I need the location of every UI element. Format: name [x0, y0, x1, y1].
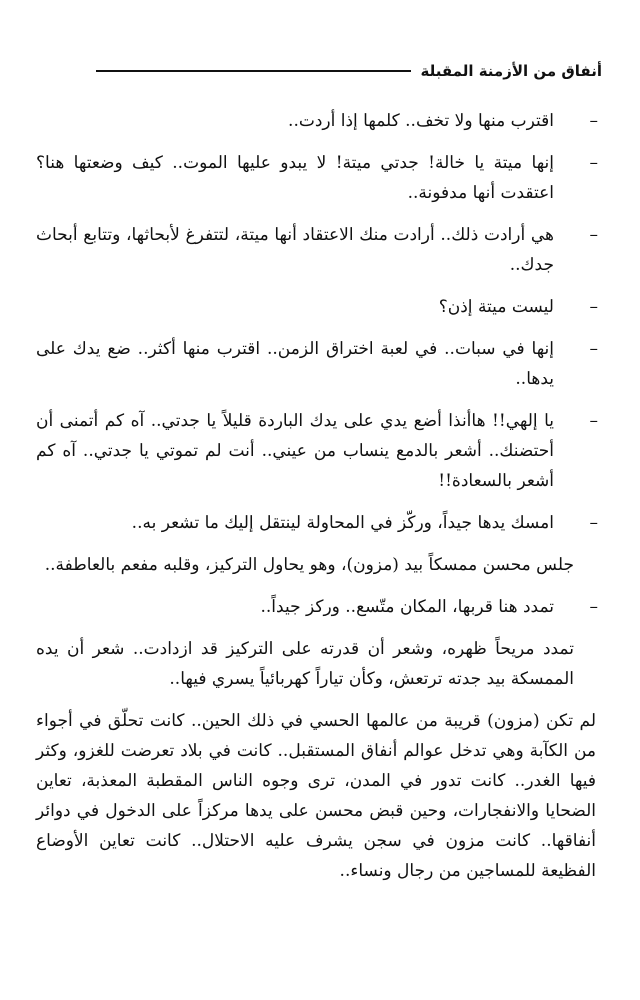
- dialogue-dash: –: [589, 225, 598, 245]
- dialogue-line: [36, 148, 602, 208]
- dialogue-text: امسك يدها جيداً، وركّز في المحاولة لينتقل إليك ما تشعر به..: [131, 513, 554, 533]
- dialogue-dash: –: [589, 297, 598, 317]
- dialogue-text: إنها ميتة يا خالة! جدتي ميتة! لا يبدو عليها الموت.. كيف وضعتها هنا؟ اعتقدت أنها مدفونة..: [36, 153, 554, 203]
- dialogue-dash: –: [589, 111, 598, 131]
- dialogue-dash: –: [589, 339, 598, 359]
- narrative-paragraph: تمدد مريحاً ظهره، وشعر أن قدرته على التركيز قد ازدادت.. شعر أن يده الممسكة بيد جدته ترتعش، وكأن تياراً كهربائياً يسري فيها..: [36, 639, 574, 689]
- dialogue-line: [36, 508, 602, 538]
- dialogue-line: [36, 592, 602, 622]
- dialogue-line: [36, 334, 602, 394]
- dialogue-line: [36, 406, 602, 496]
- header-rule: [96, 70, 411, 72]
- narrative-paragraph: جلس محسن ممسكاً بيد (مزون)، وهو يحاول التركيز، وقلبه مفعم بالعاطفة..: [44, 555, 574, 575]
- dialogue-text: اقترب منها ولا تخف.. كلمها إذا أردت..: [288, 111, 554, 131]
- dialogue-line: [36, 106, 602, 136]
- book-title: أنفاق من الأزمنة المقبلة: [420, 62, 602, 80]
- narrative-paragraph: لم تكن (مزون) قريبة من عالمها الحسي في ذلك الحين.. كانت تحلّق في أجواء من الكآبة وهي تدخل عوالم أنفاق المستقبل.. كانت في بلاد تعرضت للغزو، وكثر فيها الغدر.. كانت تدور في المدن، ترى وجوه الناس المقطبة المعذبة، تعاين الضحايا والانفجارات، وحين قبض محسن على يدها مركزاً على الدخول في دوائر أنفاقها.. كانت مزون في سجن يشرف عليه الاحتلال.. كانت تعاين الأوضاع الفظيعة للمساجين من رجال ونساء..: [36, 711, 596, 881]
- dialogue-text: ليست ميتة إذن؟: [438, 297, 554, 317]
- dialogue-text: إنها في سبات.. في لعبة اختراق الزمن.. اقترب منها أكثر.. ضع يدك على يدها..: [36, 339, 554, 389]
- dialogue-text: يا إلهي!! هاأنذا أضع يدي على يدك الباردة قليلاً يا جدتي.. آه كم أتمنى أن أحتضنك.. أشعر بالدمع ينساب من عيني.. أنت لم تموتي يا جدتي.. آه كم أشعر بالسعادة!!: [36, 411, 554, 491]
- dialogue-line: [36, 220, 602, 280]
- page-body: [36, 106, 602, 898]
- running-header: [96, 62, 602, 80]
- dialogue-line: [36, 292, 602, 322]
- dialogue-dash: –: [589, 411, 598, 431]
- dialogue-text: تمدد هنا قربها، المكان متّسع.. وركز جيداً..: [260, 597, 554, 617]
- dialogue-dash: –: [589, 513, 598, 533]
- dialogue-dash: –: [589, 597, 598, 617]
- dialogue-text: هي أرادت ذلك.. أرادت منك الاعتقاد أنها ميتة، لتتفرغ لأبحاثها، وتتابع أبحاث جدك..: [36, 225, 554, 275]
- dialogue-dash: –: [589, 153, 598, 173]
